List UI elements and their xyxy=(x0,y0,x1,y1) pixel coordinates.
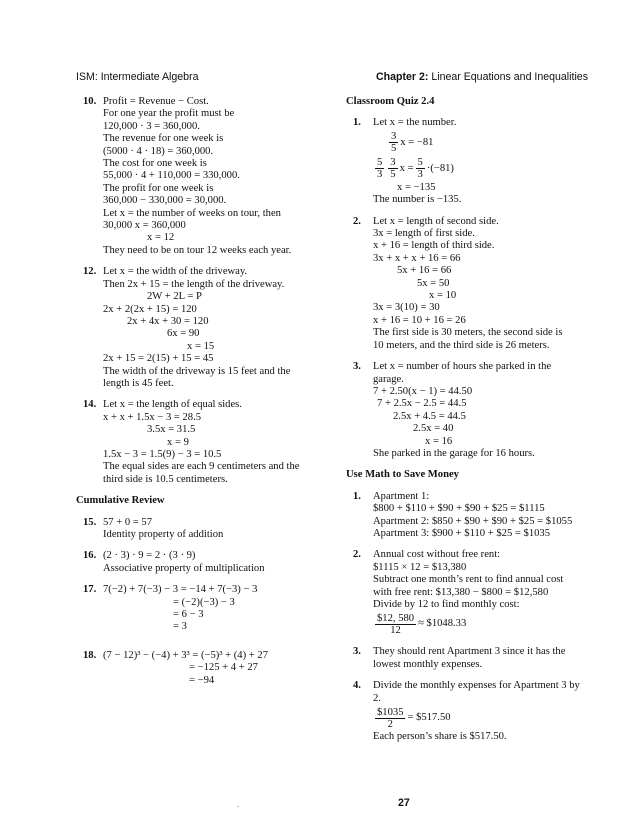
numerator: 3 xyxy=(391,131,397,143)
denominator: 12 xyxy=(390,624,401,636)
chapter-title: Linear Equations and Inequalities xyxy=(428,71,589,83)
equation-line: 3x = 3(10) = 30 xyxy=(373,302,440,314)
problem-number: 4. xyxy=(353,680,361,692)
money-problem-3 xyxy=(346,646,591,671)
solution-line: Divide the monthly expenses for Apartment 3 by xyxy=(373,680,580,692)
equation-text: ≈ $1048.33 xyxy=(418,618,467,630)
equation-line: 3x + x + x + 16 = 66 xyxy=(373,252,461,264)
problem-15 xyxy=(76,517,308,542)
solution-line: Let x = the width of the driveway. xyxy=(103,266,248,278)
problem-18 xyxy=(76,650,308,687)
problem-number: 14. xyxy=(83,399,97,411)
fraction xyxy=(375,613,416,636)
solution-line: The profit for one week is xyxy=(103,182,214,194)
solution-line: The cost for one week is xyxy=(103,158,207,170)
solution-line: 360,000 − 330,000 = 30,000. xyxy=(103,195,227,207)
solution-line: Let x = the number. xyxy=(373,117,457,129)
equation-line: 5x + 16 = 66 xyxy=(397,265,452,277)
problem-number: 12. xyxy=(83,266,97,278)
solution-line: The width of the driveway is 15 feet and the xyxy=(103,365,291,377)
equation-line: 2W + 2L = P xyxy=(147,291,202,303)
solution-line: Identity property of addition xyxy=(103,529,224,540)
quiz-problem-1 xyxy=(346,117,591,206)
solution-line: Subtract one month’s rent to find annual cost xyxy=(373,574,564,586)
equation-text: x = xyxy=(399,162,414,174)
fraction xyxy=(388,157,397,180)
problem-number: 1. xyxy=(353,117,361,129)
equation-line: x + 16 = 10 + 16 = 26 xyxy=(373,314,466,326)
solution-line: Annual cost without free rent: xyxy=(373,549,501,561)
money-problem-1 xyxy=(346,491,591,541)
page-number: 27 xyxy=(398,797,410,809)
solution-line: 55,000 · 4 + 110,000 = 330,000. xyxy=(103,170,240,182)
problem-number: 3. xyxy=(353,361,361,373)
solution-line: Let x = number of hours she parked in the xyxy=(373,361,552,373)
equation-line: 30,000 x = 360,000 xyxy=(103,220,186,232)
equation-line: 7(−2) + 7(−3) − 3 = −14 + 7(−3) − 3 xyxy=(103,584,258,596)
right-column xyxy=(346,96,591,752)
denominator: 5 xyxy=(391,143,397,155)
equation-line: x = 9 xyxy=(167,436,189,448)
solution-line: third side is 10.5 centimeters. xyxy=(103,473,228,485)
equation-line: 7 + 2.5x − 2.5 = 44.5 xyxy=(377,398,467,410)
numerator: $12, 580 xyxy=(377,612,415,624)
equation-line: x = 12 xyxy=(147,232,175,244)
solution-line: Apartment 1: xyxy=(373,490,430,502)
fraction xyxy=(389,131,398,154)
solution-line: (2 · 3) · 9 = 2 · (3 · 9) xyxy=(103,550,196,562)
equation-line xyxy=(373,611,591,637)
equation-line xyxy=(373,705,591,731)
solution-line: The number is −135. xyxy=(373,194,462,206)
solution-line: The first side is 30 meters, the second side is xyxy=(373,327,563,339)
problem-number: 1. xyxy=(353,490,361,502)
numerator: 5 xyxy=(417,157,423,169)
equation-line: 2x + 2(2x + 15) = 120 xyxy=(103,303,197,315)
solution-line: They need to be on tour 12 weeks each year. xyxy=(103,244,292,256)
problem-14 xyxy=(76,399,308,486)
solution-line: For one year the profit must be xyxy=(103,108,235,120)
problem-number: 3. xyxy=(353,646,361,658)
numerator: 3 xyxy=(390,157,396,169)
solution-line: 120,000 · 3 = 360,000. xyxy=(103,120,200,132)
equation-line: 2.5x + 4.5 = 44.5 xyxy=(393,410,466,422)
equation-line: x = 15 xyxy=(187,340,215,352)
equation-line xyxy=(373,156,591,182)
solution-line: She parked in the garage for 16 hours. xyxy=(373,447,535,459)
equation-text: x = −81 xyxy=(400,136,434,148)
equation-line: (7 − 12)³ − (−4) + 3³ = (−5)³ + (4) + 27 xyxy=(103,649,268,661)
solution-line: length is 45 feet. xyxy=(103,377,174,389)
fraction xyxy=(375,157,384,180)
section-heading-classroom-quiz: Classroom Quiz 2.4 xyxy=(346,96,435,107)
quiz-problem-3 xyxy=(346,361,591,460)
problem-number: 15. xyxy=(83,516,97,528)
equation-line: 2x + 4x + 30 = 120 xyxy=(127,315,209,327)
solution-line: 2. xyxy=(373,692,381,704)
equation-line: 3.5x = 31.5 xyxy=(147,424,196,436)
solution-line: Divide by 12 to find monthly cost: xyxy=(373,599,520,610)
equation-text: ·(−81) xyxy=(426,162,454,174)
solution-line: 57 + 0 = 57 xyxy=(103,516,153,528)
equation-line: 7 + 2.50(x − 1) = 44.50 xyxy=(373,385,473,397)
running-header-left: ISM: Intermediate Algebra xyxy=(76,71,199,83)
solution-line: Profit = Revenue − Cost. xyxy=(103,96,209,107)
solution-line: 10 meters, and the third side is 26 meters. xyxy=(373,339,550,351)
solution-line: Then 2x + 15 = the length of the driveway. xyxy=(103,278,285,290)
solution-line: Apartment 2: $850 + $90 + $90 + $25 = $1055 xyxy=(373,515,573,527)
equation-line: 2.5x = 40 xyxy=(413,423,454,435)
solution-line: x + 16 = length of third side. xyxy=(373,240,495,252)
quiz-problem-2 xyxy=(346,216,591,352)
fraction xyxy=(416,157,425,180)
equation-line: x = 16 xyxy=(425,435,453,447)
solution-line: Let x = the number of weeks on tour, then xyxy=(103,207,281,219)
equation-line xyxy=(373,130,591,156)
solution-line: (5000 · 4 · 18) = 360,000. xyxy=(103,145,214,157)
equation-line: = 6 − 3 xyxy=(173,609,204,621)
problem-10 xyxy=(76,96,308,257)
equation-line: = −94 xyxy=(189,674,215,686)
left-column xyxy=(76,96,308,696)
fraction xyxy=(375,707,405,730)
equation-line: x + x + 1.5x − 3 = 28.5 xyxy=(103,411,202,423)
equation-line: 2x + 15 = 2(15) + 15 = 45 xyxy=(103,353,214,365)
solution-line: Each person’s share is $517.50. xyxy=(373,731,507,743)
solution-line: garage. xyxy=(373,373,404,385)
money-problem-4 xyxy=(346,680,591,743)
denominator: 5 xyxy=(390,169,396,181)
solution-line: Let x = length of second side. xyxy=(373,215,499,227)
section-heading-use-math: Use Math to Save Money xyxy=(346,469,459,481)
problem-number: 17. xyxy=(83,584,97,596)
equation-line: 5x = 50 xyxy=(417,277,450,289)
numerator: $1035 xyxy=(377,706,404,718)
solution-line: $800 + $110 + $90 + $90 + $25 = $1115 xyxy=(373,503,545,515)
equation-line: x = 10 xyxy=(429,290,457,302)
denominator: 2 xyxy=(387,718,393,730)
solution-line: with free rent: $13,380 − $800 = $12,580 xyxy=(373,586,549,598)
equation-line: 6x = 90 xyxy=(167,328,200,340)
solution-line: Apartment 3: $900 + $110 + $25 = $1035 xyxy=(373,527,551,539)
problem-12 xyxy=(76,266,308,390)
section-heading-cumulative-review: Cumulative Review xyxy=(76,495,165,507)
running-header-right xyxy=(376,71,588,83)
solution-line: Let x = the length of equal sides. xyxy=(103,399,242,411)
problem-number: 16. xyxy=(83,550,97,562)
numerator: 5 xyxy=(377,157,383,169)
footer-mark: . xyxy=(237,800,239,809)
solution-line: The equal sides are each 9 centimeters and the xyxy=(103,461,300,473)
solution-line: The revenue for one week is xyxy=(103,133,224,145)
equation-line: = 3 xyxy=(173,621,187,633)
problem-number: 10. xyxy=(83,96,97,107)
equation-line: = (−2)(−3) − 3 xyxy=(173,596,235,608)
equation-line: x = −135 xyxy=(397,181,436,193)
denominator: 3 xyxy=(377,169,383,181)
solution-line: They should rent Apartment 3 since it has the xyxy=(373,646,566,658)
chapter-label: Chapter 2: xyxy=(376,71,429,83)
problem-16 xyxy=(76,550,308,575)
problem-number: 2. xyxy=(353,215,361,227)
solution-line: $1115 × 12 = $13,380 xyxy=(373,561,467,573)
problem-number: 2. xyxy=(353,549,361,561)
problem-17 xyxy=(76,584,308,634)
problem-number: 18. xyxy=(83,649,97,661)
denominator: 3 xyxy=(417,169,423,181)
equation-line: = −125 + 4 + 27 xyxy=(189,662,258,674)
equation-text: = $517.50 xyxy=(407,711,451,723)
money-problem-2 xyxy=(346,549,591,637)
solution-line: 3x = length of first side. xyxy=(373,228,475,240)
equation-line: 1.5x − 3 = 1.5(9) − 3 = 10.5 xyxy=(103,448,222,460)
solution-line: lowest monthly expenses. xyxy=(373,658,483,670)
solution-line: Associative property of multiplication xyxy=(103,562,265,574)
